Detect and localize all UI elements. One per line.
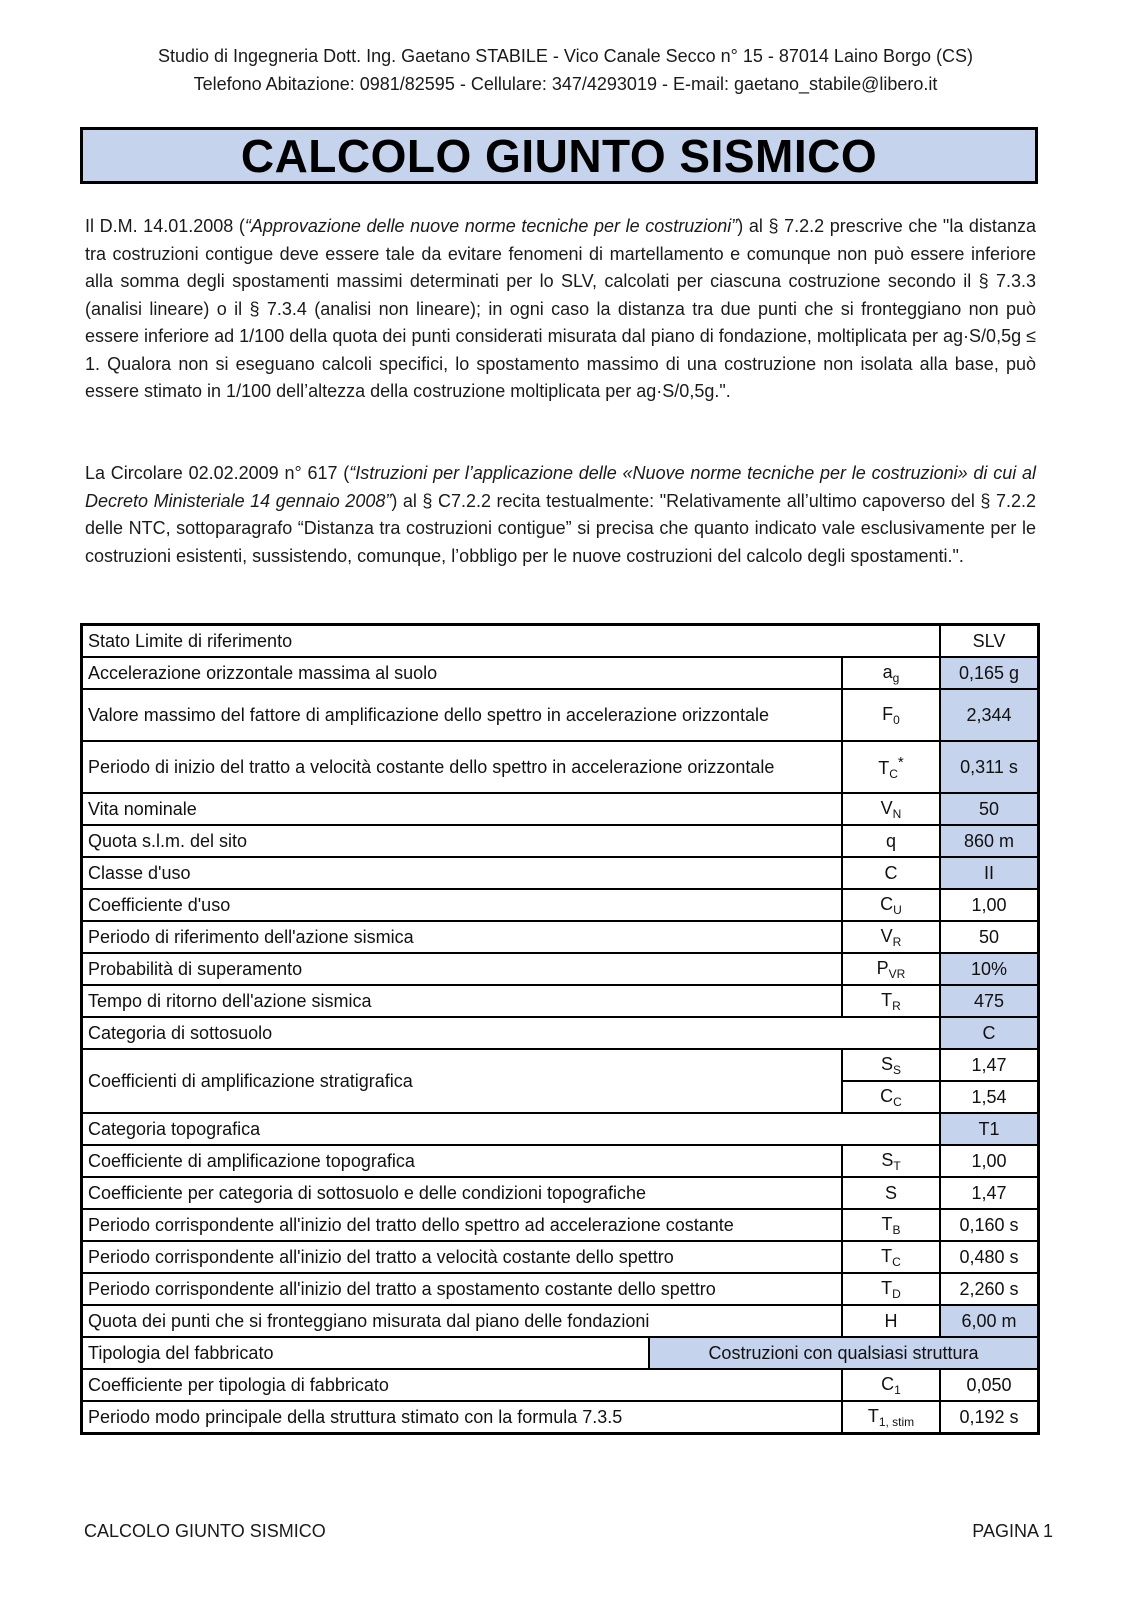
row-label: Coefficiente d'uso [82, 889, 843, 921]
row-value: T1 [940, 1113, 1039, 1145]
row-label: Categoria topografica [82, 1113, 941, 1145]
row-symbol: $P_{VR}$ [842, 953, 940, 985]
paragraph1-text-c: ) al § 7.2.2 prescrive che "la distanza tra costruzioni contigue deve essere tale da evitare fenomeni di martellamento e comunque non può essere inferiore alla somma degli spostamenti massimi determinati per lo SLV, calcolati per ciascuna costruzione secondo il § 7.3.3 (analisi lineare) o il § 7.3.4 (analisi non lineare); in ogni caso la distanza tra due punti che si fronteggiano non può essere inferiore ad 1/100 della quota dei punti considerati misurata dal piano di fondazione, moltiplicata per ag·S/0,5g ≤ 1. Qualora non si eseguano calcoli specifici, lo spostamento massimo di una costruzione non isolata alla base, può essere stimato in 1/100 dell’altezza della costruzione moltiplicata per ag·S/0,5g.". [85, 216, 1036, 401]
row-label: Tempo di ritorno dell'azione sismica [82, 985, 843, 1017]
row-value: 6,00 m [940, 1305, 1039, 1337]
row-value: 1,00 [940, 889, 1039, 921]
table-row [82, 1305, 1039, 1337]
row-symbol: $C_1$ [842, 1369, 940, 1401]
paragraph-circolare-2009 [85, 460, 1036, 570]
page-title-box [80, 127, 1038, 184]
row-value: 2,344 [940, 689, 1039, 741]
paragraph2-italic-title: “Istruzioni per l’applicazione delle «Nuove norme tecniche per le costruzioni» di cui al Decreto Ministeriale 14 gennaio 2008” [85, 463, 1037, 511]
row-symbol: $T_C^*$ [842, 741, 940, 793]
row-label: Quota s.l.m. del sito [82, 825, 843, 857]
row-value: 0,165 g [940, 657, 1039, 689]
letterhead-contacts: Telefono Abitazione: 0981/82595 - Cellulare: 347/4293019 - E-mail: gaetano_stabile@libero.it [193, 74, 938, 94]
row-value: Costruzioni con qualsiasi struttura [650, 1338, 1037, 1368]
table-row [82, 889, 1039, 921]
row-symbol: C [842, 857, 940, 889]
table-row [82, 1401, 1039, 1434]
row-value: 0,050 [940, 1369, 1039, 1401]
table-row [82, 741, 1039, 793]
row-value: 475 [940, 985, 1039, 1017]
row-label: Stato Limite di riferimento [82, 625, 941, 658]
paragraph2-text-c: ) al § C7.2.2 recita testualmente: "Relativamente all’ultimo capoverso del § 7.2.2 delle NTC, sottoparagrafo “Distanza tra costruzioni contigue” si precisa che quanto indicato vale esclusivamente per le costruzioni esistenti, sussistendo, comunque, l’obbligo per le nuove costruzioni del calcolo degli spostamenti.". [85, 490, 1036, 566]
page-title: CALCOLO GIUNTO SISMICO [240, 129, 878, 182]
row-label: Vita nominale [82, 793, 843, 825]
row-value: II [940, 857, 1039, 889]
row-value: 1,47 [940, 1049, 1039, 1081]
paragraph1-text-a: Il D.M. 14.01.2008 ( [85, 216, 245, 236]
table-row [82, 1145, 1039, 1177]
row-label: Probabilità di superamento [82, 953, 843, 985]
row-label: Tipologia del fabbricato [83, 1338, 650, 1368]
row-symbol: $T_{1, stim}$ [842, 1401, 940, 1434]
table-row [82, 825, 1039, 857]
table-row [82, 793, 1039, 825]
table-row [82, 985, 1039, 1017]
row-label: Categoria di sottosuolo [82, 1017, 941, 1049]
table-row [82, 1049, 1039, 1081]
row-value: 0,480 s [940, 1241, 1039, 1273]
row-symbol: $V_N$ [842, 793, 940, 825]
row-symbol: $T_C$ [842, 1241, 940, 1273]
table-row [82, 1369, 1039, 1401]
row-symbol: $F_0$ [842, 689, 940, 741]
row-value: 0,192 s [940, 1401, 1039, 1434]
table-row [82, 1209, 1039, 1241]
tipologia-cell [82, 1337, 1039, 1369]
row-label: Accelerazione orizzontale massima al suolo [82, 657, 843, 689]
paragraph2-text-a: La Circolare 02.02.2009 n° 617 ( [85, 463, 350, 483]
row-symbol: $V_R$ [842, 921, 940, 953]
row-value: 10% [940, 953, 1039, 985]
row-value: 1,47 [940, 1177, 1039, 1209]
row-symbol: q [842, 825, 940, 857]
row-label: Periodo corrispondente all'inizio del tratto a velocità costante dello spettro [82, 1241, 843, 1273]
row-value: 2,260 s [940, 1273, 1039, 1305]
row-symbol: $T_B$ [842, 1209, 940, 1241]
row-label: Quota dei punti che si fronteggiano misurata dal piano delle fondazioni [82, 1305, 843, 1337]
table-row [82, 1113, 1039, 1145]
seismic-parameters-table [80, 623, 1040, 1435]
row-label: Coefficienti di amplificazione stratigrafica [82, 1049, 843, 1113]
letterhead-address: Studio di Ingegneria Dott. Ing. Gaetano STABILE - Vico Canale Secco n° 15 - 87014 Laino Borgo (CS) [157, 46, 974, 66]
row-symbol: $S_T$ [842, 1145, 940, 1177]
row-symbol: $a_g$ [842, 657, 940, 689]
row-label: Periodo di riferimento dell'azione sismica [82, 921, 843, 953]
row-label: Periodo corrispondente all'inizio del tratto a spostamento costante dello spettro [82, 1273, 843, 1305]
row-label: Coefficiente per categoria di sottosuolo e delle condizioni topografiche [82, 1177, 843, 1209]
row-label: Periodo corrispondente all'inizio del tratto dello spettro ad accelerazione costante [82, 1209, 843, 1241]
footer-title: CALCOLO GIUNTO SISMICO [84, 1521, 326, 1541]
table-row [82, 625, 1039, 658]
row-symbol: S [842, 1177, 940, 1209]
row-label: Periodo di inizio del tratto a velocità costante dello spettro in accelerazione orizzontale [82, 741, 843, 793]
letterhead [0, 42, 1131, 98]
paragraph-dm-2008 [85, 213, 1036, 406]
footer-page-number: PAGINA 1 [972, 1521, 1053, 1541]
row-value: 50 [940, 793, 1039, 825]
table-row [82, 1241, 1039, 1273]
row-value: 0,311 s [940, 741, 1039, 793]
row-value: 0,160 s [940, 1209, 1039, 1241]
table-row [82, 689, 1039, 741]
row-value: 1,00 [940, 1145, 1039, 1177]
table-row [82, 657, 1039, 689]
row-symbol: $S_S$ [842, 1049, 940, 1081]
row-value: 860 m [940, 825, 1039, 857]
table-row [82, 953, 1039, 985]
row-label: Periodo modo principale della struttura stimato con la formula 7.3.5 [82, 1401, 843, 1434]
row-label: Coefficiente per tipologia di fabbricato [82, 1369, 843, 1401]
row-value: 50 [940, 921, 1039, 953]
row-symbol: $T_D$ [842, 1273, 940, 1305]
table-row [82, 921, 1039, 953]
row-label: Valore massimo del fattore di amplificazione dello spettro in accelerazione orizzontale [82, 689, 843, 741]
row-value: SLV [940, 625, 1039, 658]
row-symbol: $C_C$ [842, 1081, 940, 1113]
row-value: 1,54 [940, 1081, 1039, 1113]
row-label: Classe d'uso [82, 857, 843, 889]
table-row [82, 1017, 1039, 1049]
row-value: C [940, 1017, 1039, 1049]
paragraph1-italic-title: “Approvazione delle nuove norme tecniche per le costruzioni” [244, 216, 738, 236]
table-row [82, 1273, 1039, 1305]
row-symbol: $C_U$ [842, 889, 940, 921]
row-symbol: $T_R$ [842, 985, 940, 1017]
row-symbol: H [842, 1305, 940, 1337]
table-row [82, 1337, 1039, 1369]
table-row [82, 857, 1039, 889]
table-row [82, 1177, 1039, 1209]
row-label: Coefficiente di amplificazione topografica [82, 1145, 843, 1177]
